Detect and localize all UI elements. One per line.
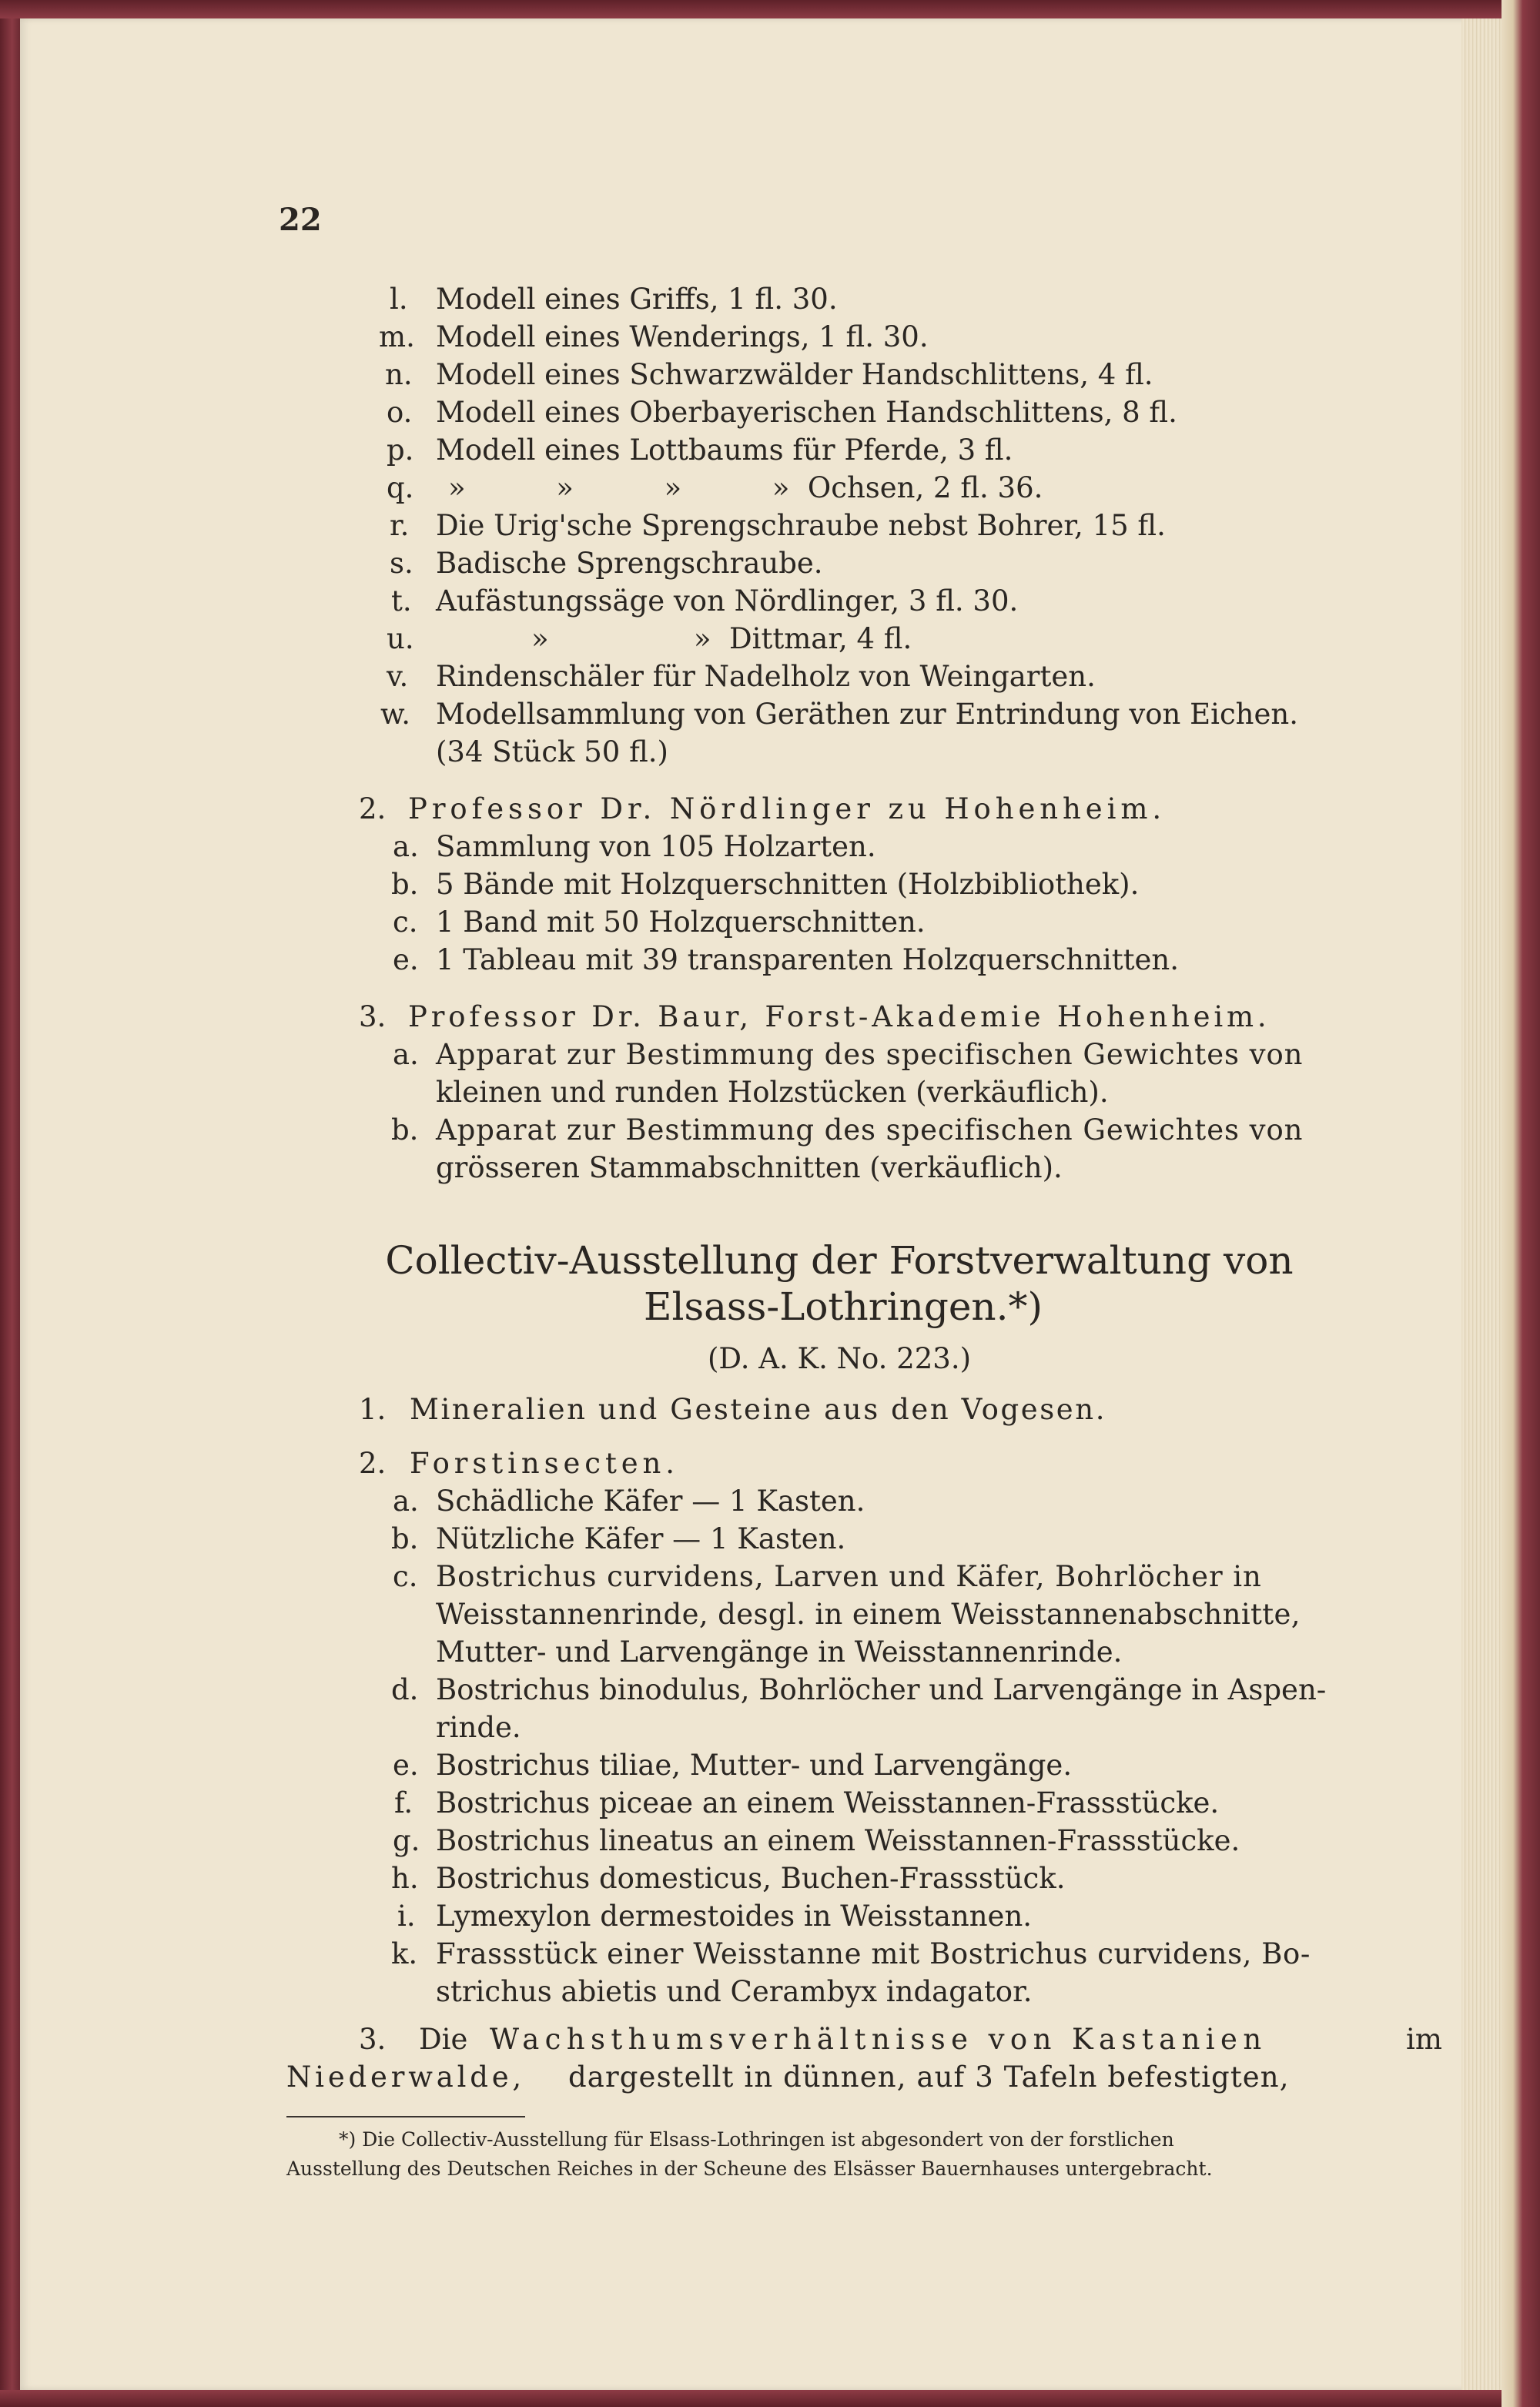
list-marker: c. bbox=[393, 906, 418, 939]
list-item-line: Mutter- und Larvengänge in Weisstannenrinde. bbox=[436, 1635, 1123, 1669]
list-item-line: Schädliche Käfer — 1 Kasten. bbox=[436, 1485, 865, 1518]
list-marker: a. bbox=[393, 1038, 419, 1071]
list-item-line: Apparat zur Bestimmung des specifischen Gewichtes von bbox=[436, 1038, 1304, 1071]
list-item-line: Weisstannenrinde, desgl. in einem Weisstannenabschnitte, bbox=[436, 1598, 1301, 1631]
list-marker: c. bbox=[393, 1560, 418, 1593]
list-item-line: rinde. bbox=[436, 1711, 521, 1744]
book-binding-top bbox=[0, 0, 1540, 18]
section-title: Professor Dr. Nördlinger zu Hohenheim. bbox=[408, 792, 1167, 825]
list-marker: a. bbox=[393, 830, 419, 863]
list-item: 5 Bände mit Holzquerschnitten (Holzbibliothek). bbox=[436, 868, 1140, 901]
paragraph-text: Die bbox=[419, 2023, 468, 2056]
list-item: Die Urig'sche Sprengschraube nebst Bohrer, 15 fl. bbox=[436, 509, 1166, 542]
list-marker: b. bbox=[391, 1522, 419, 1555]
list-item: Badische Sprengschraube. bbox=[436, 547, 823, 580]
list-item-line: Nützliche Käfer — 1 Kasten. bbox=[436, 1522, 846, 1555]
list-marker: b. bbox=[391, 868, 419, 901]
list-marker: w. bbox=[380, 698, 411, 731]
section-number: 1. bbox=[359, 1393, 387, 1426]
list-item-line: strichus abietis und Cerambyx indagator. bbox=[436, 1975, 1033, 2008]
list-marker: o. bbox=[387, 396, 413, 429]
section-number: 2. bbox=[359, 792, 387, 825]
list-marker: k. bbox=[391, 1937, 418, 1970]
section-title: Professor Dr. Baur, Forst-Akademie Hohenheim. bbox=[408, 1000, 1270, 1033]
book-binding-left bbox=[0, 0, 20, 2407]
paragraph-text: im bbox=[1406, 2023, 1442, 2056]
list-item: Rindenschäler für Nadelholz von Weingarten. bbox=[436, 660, 1096, 693]
section-heading: Collectiv-Ausstellung der Forstverwaltung von bbox=[385, 1238, 1294, 1283]
footnote-line: Ausstellung des Deutschen Reiches in der Scheune des Elsässer Bauernhauses untergebracht. bbox=[286, 2158, 1213, 2180]
list-item: Sammlung von 105 Holzarten. bbox=[436, 830, 876, 863]
list-marker: e. bbox=[393, 1749, 419, 1782]
list-item: Modell eines Wenderings, 1 fl. 30. bbox=[436, 320, 929, 353]
list-item: Modell eines Griffs, 1 fl. 30. bbox=[436, 283, 838, 316]
section-title: Forstinsecten. bbox=[410, 1447, 679, 1480]
list-item: Aufästungssäge von Nördlinger, 3 fl. 30. bbox=[436, 584, 1019, 618]
list-marker: u. bbox=[387, 622, 414, 655]
list-item-line: Bostrichus lineatus an einem Weisstannen-Frassstücke. bbox=[436, 1824, 1240, 1857]
section-number: 2. bbox=[359, 1447, 387, 1480]
list-marker: d. bbox=[391, 1673, 419, 1706]
list-marker: f. bbox=[394, 1786, 413, 1819]
section-heading: Elsass-Lothringen.*) bbox=[643, 1284, 1043, 1329]
list-marker: l. bbox=[390, 283, 408, 316]
list-marker: m. bbox=[379, 320, 415, 353]
list-item: 1 Tableau mit 39 transparenten Holzquerschnitten. bbox=[436, 943, 1179, 976]
section-title: Mineralien und Gesteine aus den Vogesen. bbox=[410, 1393, 1107, 1426]
list-marker: s. bbox=[390, 547, 413, 580]
list-item: Modell eines Oberbayerischen Handschlittens, 8 fl. bbox=[436, 396, 1177, 429]
paragraph-text: dargestellt in dünnen, auf 3 Tafeln befestigten, bbox=[568, 2061, 1290, 2094]
list-item: » » Dittmar, 4 fl. bbox=[531, 622, 912, 655]
list-item-line: Bostrichus piceae an einem Weisstannen-Frassstücke. bbox=[436, 1786, 1220, 1819]
list-marker: i. bbox=[397, 1900, 416, 1933]
paragraph-text-spaced: Niederwalde, bbox=[286, 2061, 525, 2094]
paragraph-text-spaced: Wachsthumsverhältnisse von Kastanien bbox=[490, 2023, 1267, 2056]
footnote-line: *) Die Collectiv-Ausstellung für Elsass-Lothringen ist abgesondert von der forstlichen bbox=[339, 2128, 1174, 2151]
book-binding-right bbox=[1502, 0, 1540, 2407]
list-marker: t. bbox=[391, 584, 412, 618]
list-marker: e. bbox=[393, 943, 419, 976]
list-marker: b. bbox=[391, 1113, 419, 1147]
footnote-rule bbox=[286, 2116, 525, 2117]
list-item-line: Bostrichus curvidens, Larven und Käfer, Bohrlöcher in bbox=[436, 1560, 1262, 1593]
list-item: Modell eines Lottbaums für Pferde, 3 fl. bbox=[436, 434, 1013, 467]
page-number: 22 bbox=[279, 202, 322, 238]
list-item-line: Bostrichus domesticus, Buchen-Frassstück. bbox=[436, 1862, 1066, 1895]
list-marker: r. bbox=[390, 509, 410, 542]
list-marker: q. bbox=[387, 471, 414, 504]
list-item-line: Apparat zur Bestimmung des specifischen Gewichtes von bbox=[436, 1113, 1304, 1147]
list-marker: h. bbox=[391, 1862, 419, 1895]
list-item-line: Frassstück einer Weisstanne mit Bostrichus curvidens, Bo- bbox=[436, 1937, 1311, 1970]
list-marker: a. bbox=[393, 1485, 419, 1518]
catalog-reference: (D. A. K. No. 223.) bbox=[707, 1342, 972, 1375]
list-item-line: kleinen und runden Holzstücken (verkäuflich). bbox=[436, 1076, 1109, 1109]
list-item-line: Bostrichus tiliae, Mutter- und Larvengänge. bbox=[436, 1749, 1073, 1782]
list-marker: p. bbox=[387, 434, 414, 467]
page-edges bbox=[1461, 18, 1502, 2390]
list-item: (34 Stück 50 fl.) bbox=[436, 735, 668, 768]
list-marker: v. bbox=[387, 660, 409, 693]
list-item: 1 Band mit 50 Holzquerschnitten. bbox=[436, 906, 926, 939]
list-marker: n. bbox=[385, 358, 413, 391]
book-binding-bottom bbox=[0, 2390, 1540, 2407]
list-item-line: grösseren Stammabschnitten (verkäuflich). bbox=[436, 1151, 1063, 1184]
list-item-line: Lymexylon dermestoides in Weisstannen. bbox=[436, 1900, 1033, 1933]
list-marker: g. bbox=[393, 1824, 420, 1857]
list-item: Modellsammlung von Geräthen zur Entrindung von Eichen. bbox=[436, 698, 1298, 731]
list-item: Modell eines Schwarzwälder Handschlittens, 4 fl. bbox=[436, 358, 1153, 391]
section-number: 3. bbox=[359, 1000, 387, 1033]
list-item: » » » » Ochsen, 2 fl. 36. bbox=[448, 471, 1043, 504]
section-number: 3. bbox=[359, 2023, 387, 2056]
list-item-line: Bostrichus binodulus, Bohrlöcher und Larvengänge in Aspen- bbox=[436, 1673, 1327, 1706]
